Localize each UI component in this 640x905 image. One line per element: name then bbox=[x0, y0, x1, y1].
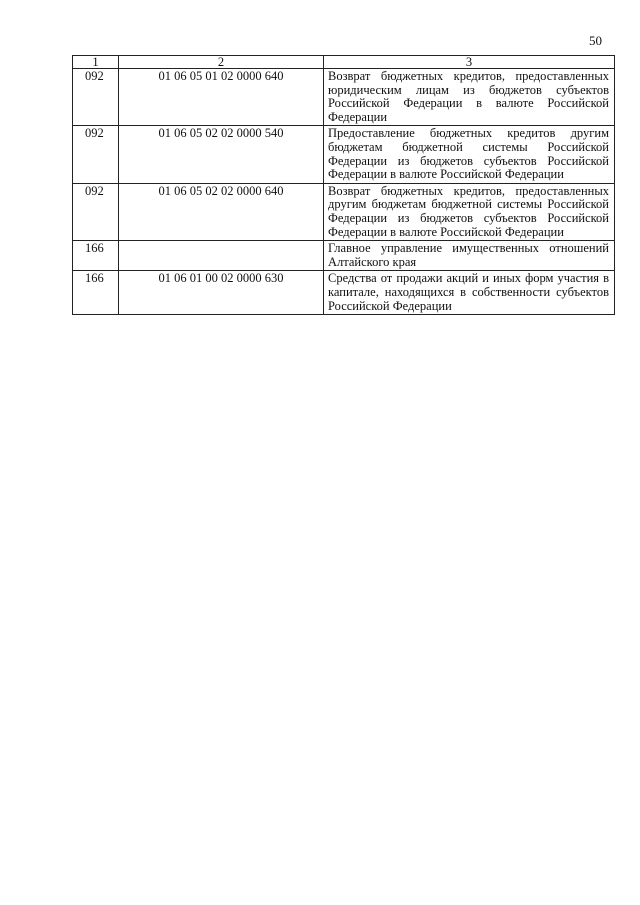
budget-classification-code-cell bbox=[119, 241, 324, 271]
admin-code-cell: 092 bbox=[73, 183, 119, 240]
table-row bbox=[73, 271, 615, 315]
budget-classification-code-cell: 01 06 05 02 02 0000 540 bbox=[119, 126, 324, 183]
admin-code-cell: 092 bbox=[73, 126, 119, 183]
source-name-cell: Средства от продажи акций и иных форм участия в капитале, находящихся в собственности субъектов Российской Федерации bbox=[324, 271, 615, 315]
budget-classification-code-cell: 01 06 05 02 02 0000 640 bbox=[119, 183, 324, 240]
source-name-cell: Возврат бюджетных кредитов, предоставленных другим бюджетам бюджетной системы Российской Федерации из бюджетов субъектов Российской Федерации в валюте Российской Федерации bbox=[324, 183, 615, 240]
admin-code-cell: 092 bbox=[73, 69, 119, 126]
table-row bbox=[73, 69, 615, 126]
table-row bbox=[73, 126, 615, 183]
table-row bbox=[73, 241, 615, 271]
admin-code-cell: 166 bbox=[73, 271, 119, 315]
budget-classification-code-cell: 01 06 01 00 02 0000 630 bbox=[119, 271, 324, 315]
table-row bbox=[73, 183, 615, 240]
table-header-row bbox=[73, 56, 615, 69]
header-column-2: 2 bbox=[119, 56, 324, 69]
header-column-1: 1 bbox=[73, 56, 119, 69]
budget-classification-code-cell: 01 06 05 01 02 0000 640 bbox=[119, 69, 324, 126]
header-column-3: 3 bbox=[324, 56, 615, 69]
budget-sources-table bbox=[72, 55, 615, 315]
source-name-cell: Главное управление имущественных отношений Алтайского края bbox=[324, 241, 615, 271]
admin-code-cell: 166 bbox=[73, 241, 119, 271]
source-name-cell: Предоставление бюджетных кредитов другим бюджетам бюджетной системы Российской Федерации из бюджетов субъектов Российской Федерации в валюте Российской Федерации bbox=[324, 126, 615, 183]
source-name-cell: Возврат бюджетных кредитов, предоставленных юридическим лицам из бюджетов субъектов Российской Федерации в валюте Российской Федерации bbox=[324, 69, 615, 126]
page-number: 50 bbox=[589, 33, 602, 48]
